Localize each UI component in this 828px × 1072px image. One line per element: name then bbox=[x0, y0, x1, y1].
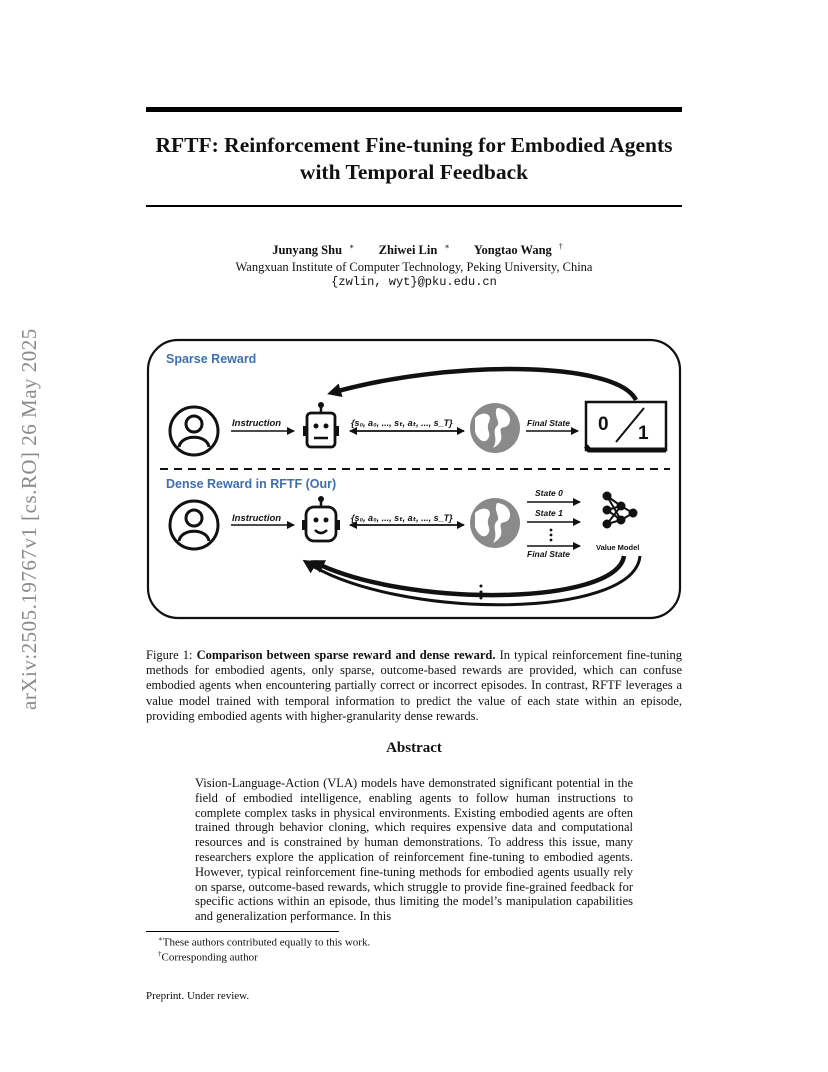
abstract-heading: Abstract bbox=[386, 740, 442, 756]
author-mark: ∗ bbox=[349, 242, 355, 251]
title-rule-bottom bbox=[146, 205, 682, 207]
value-model-label: Value Model bbox=[596, 543, 640, 552]
person-icon bbox=[170, 501, 218, 549]
author-name: Junyang Shu bbox=[272, 243, 343, 258]
author-2 bbox=[372, 243, 450, 257]
value-model-network-icon bbox=[603, 492, 637, 528]
instruction-label: Instruction bbox=[232, 418, 282, 429]
author-1 bbox=[265, 243, 354, 257]
footnote-mark: ∗ bbox=[158, 935, 163, 943]
final-state-label: Final State bbox=[527, 549, 570, 559]
reward-one: 1 bbox=[638, 423, 649, 444]
footnote-mark: † bbox=[158, 950, 162, 958]
robot-icon bbox=[303, 402, 339, 447]
affiliation: Wangxuan Institute of Computer Technology, Peking University, China bbox=[235, 260, 593, 274]
smiling-robot-icon bbox=[302, 496, 340, 541]
final-state-label: Final State bbox=[527, 418, 570, 428]
globe-icon bbox=[470, 403, 520, 453]
reward-zero: 0 bbox=[598, 414, 609, 435]
state0-label: State 0 bbox=[535, 488, 563, 498]
dense-feedback-arrow-1 bbox=[314, 556, 624, 595]
caption-prefix: Figure 1: bbox=[146, 648, 197, 662]
author-3 bbox=[467, 243, 563, 257]
instruction-label: Instruction bbox=[232, 513, 282, 524]
figure-1 bbox=[146, 338, 682, 622]
dense-reward-label: Dense Reward in RFTF (Our) bbox=[166, 477, 337, 491]
figure-1-diagram bbox=[146, 338, 682, 622]
preprint-notice: Preprint. Under review. bbox=[146, 990, 250, 1002]
binary-reward-box bbox=[586, 402, 666, 450]
sparse-reward-label: Sparse Reward bbox=[166, 352, 257, 366]
sparse-feedback-arrow bbox=[331, 369, 636, 400]
trajectory-label: {s₀, a₀, ..., sₜ, aₜ, ..., s_T} bbox=[351, 418, 453, 428]
footnote-rule bbox=[146, 931, 339, 932]
caption-body: In typical reinforcement fine-tuning methods for embodied agents, only sparse, outcome-based rewards are provided, which can confuse embodied agents when encountering partially correct or incorrect episodes. In contrast, RFTF leverages a value model trained with temporal information to predict the value of each state within an episode, providing embodied agents with higher-granularity dense rewards. bbox=[146, 648, 682, 723]
author-name: Yongtao Wang bbox=[473, 243, 552, 258]
globe-icon bbox=[470, 498, 520, 548]
state1-label: State 1 bbox=[535, 508, 563, 518]
footnote-text: These authors contributed equally to this work. bbox=[162, 936, 371, 949]
author-mark: † bbox=[558, 242, 563, 251]
trajectory-label: {s₀, a₀, ..., sₜ, aₜ, ..., s_T} bbox=[351, 513, 453, 523]
author-name: Zhiwei Lin bbox=[378, 243, 438, 258]
paper-title: RFTF: Reinforcement Fine-tuning for Embodied Agents with Temporal Feedback bbox=[155, 133, 673, 184]
caption-bold: Comparison between sparse reward and dense reward. bbox=[196, 648, 496, 662]
arxiv-identifier: arXiv:2505.19767v1 [cs.RO] 26 May 2025 bbox=[17, 328, 41, 710]
figure-caption bbox=[146, 648, 682, 724]
footnote-2 bbox=[158, 950, 258, 964]
title-rule-top bbox=[146, 107, 682, 112]
author-mark: ∗ bbox=[444, 242, 450, 251]
footnote-1 bbox=[158, 935, 370, 949]
abstract-body: Vision-Language-Action (VLA) models have demonstrated significant potential in the field of embodied intelligence, enabling agents to follow human instructions to complete complex tasks in physical environments. Existing embodied agents are often trained through behavior cloning, which requires expensive data and computational resources and is constrained by human demonstrations. To address this issue, many researchers explore the application of reinforcement fine-tuning to embodied agents. However, typical reinforcement fine-tuning methods for embodied agents usually rely on sparse, outcome-based rewards, which struggle to provide fine-grained feedback for specific actions within an episode, thus limiting the model’s manipulation capabilities and generalization performance. In this bbox=[195, 776, 633, 924]
email: {zwlin, wyt}@pku.edu.cn bbox=[331, 275, 497, 289]
author-list bbox=[146, 242, 682, 258]
dense-feedback-arrow-2 bbox=[306, 556, 640, 605]
footnote-text: Corresponding author bbox=[161, 951, 258, 964]
person-icon bbox=[170, 407, 218, 455]
